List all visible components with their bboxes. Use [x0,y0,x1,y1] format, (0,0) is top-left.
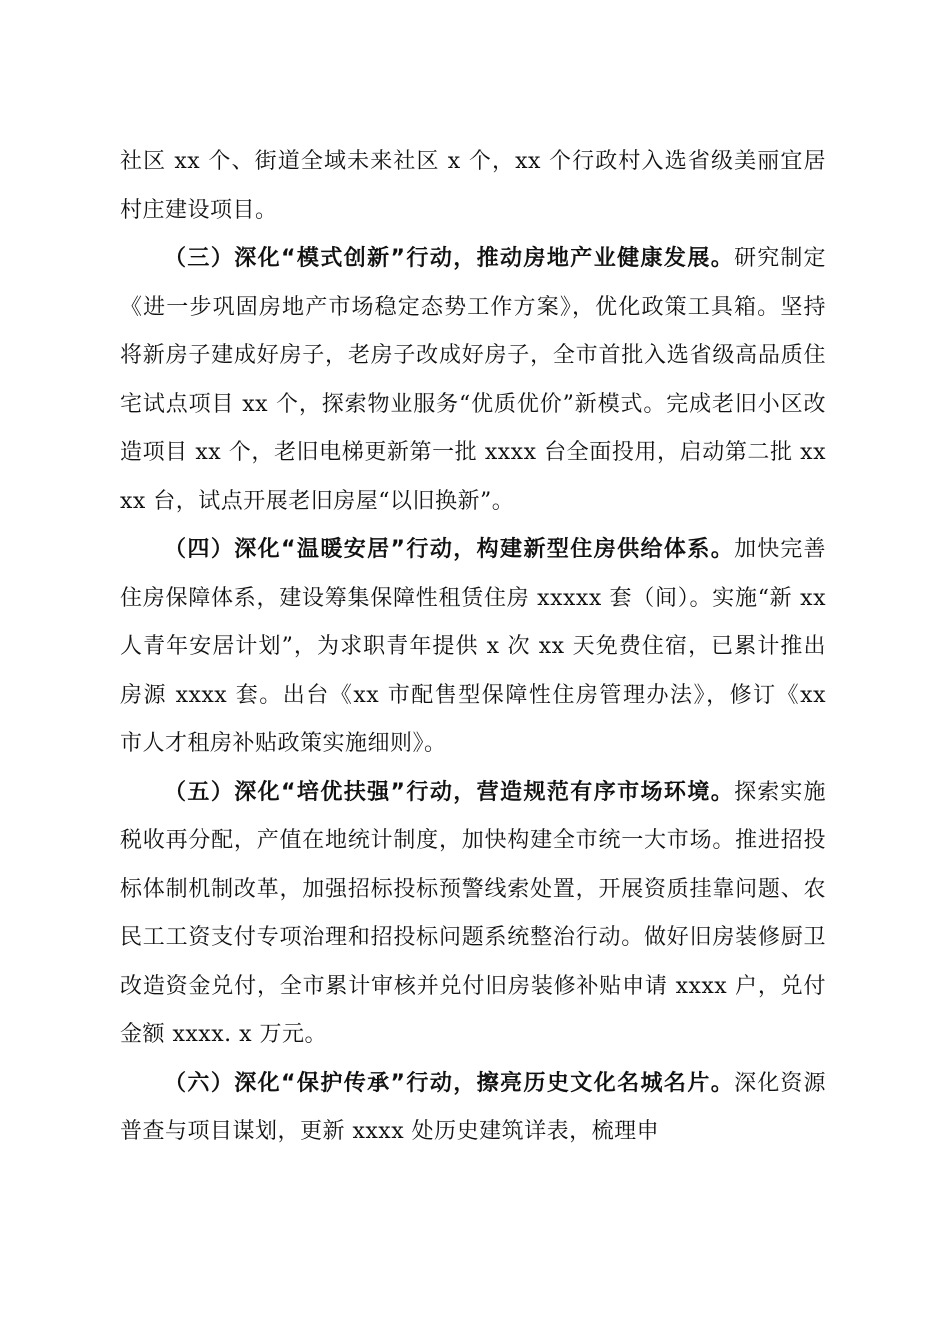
paragraph-section-3 [120,235,826,526]
paragraph-body: 探索实施税收再分配，产值在地统计制度，加快构建全市统一大市场。推进招投标体制机制改革，加强招标投标预警线索处置，开展资质挂靠问题、农民工工资支付专项治理和招投标问题系统整治行动。做好旧房装修厨卫改造资金兑付，全市累计审核并兑付旧房装修补贴申请 xxxx 户，兑付金额 xxxx. x 万元。 [120,779,826,1047]
section-heading: （六）深化“保护传承”行动，擦亮历史文化名城名片。 [164,1070,735,1096]
section-heading: （四）深化“温暖安居”行动，构建新型住房供给体系。 [164,537,735,562]
section-heading: （五）深化“培优扶强”行动，营造规范有序市场环境。 [164,779,735,805]
paragraph-body: 深化资源普查与项目谋划，更新 xxxx 处历史建筑详表，梳理申 [120,1070,826,1144]
paragraph-body: 社区 xx 个、街道全域未来社区 x 个，xx 个行政村入选省级美丽宜居村庄建设项目。 [120,149,826,223]
paragraph-section-4 [120,526,826,769]
paragraph-continued [120,138,826,235]
paragraph-section-6 [120,1060,826,1157]
paragraph-body: 研究制定《进一步巩固房地产市场稳定态势工作方案》，优化政策工具箱。坚持将新房子建成好房子，老房子改成好房子，全市首批入选省级高品质住宅试点项目 xx 个，探索物业服务“优质优价”新模式。完成老旧小区改造项目 xx 个，老旧电梯更新第一批 xxxx 台全面投用，启动第二批 xxxx 台，试点开展老旧房屋“以旧换新”。 [120,246,826,514]
paragraph-body: 加快完善住房保障体系，建设筹集保障性租赁住房 xxxxx 套（间）。实施“新 xx 人青年安居计划”，为求职青年提供 x 次 xx 天免费住宿，已累计推出房源 xxxx 套。出台《xx 市配售型保障性住房管理办法》，修订《xx 市人才租房补贴政策实施细则》。 [120,537,826,756]
section-heading: （三）深化“模式创新”行动，推动房地产业健康发展。 [164,246,735,271]
paragraph-section-5 [120,769,826,1060]
document-body [120,138,826,1157]
